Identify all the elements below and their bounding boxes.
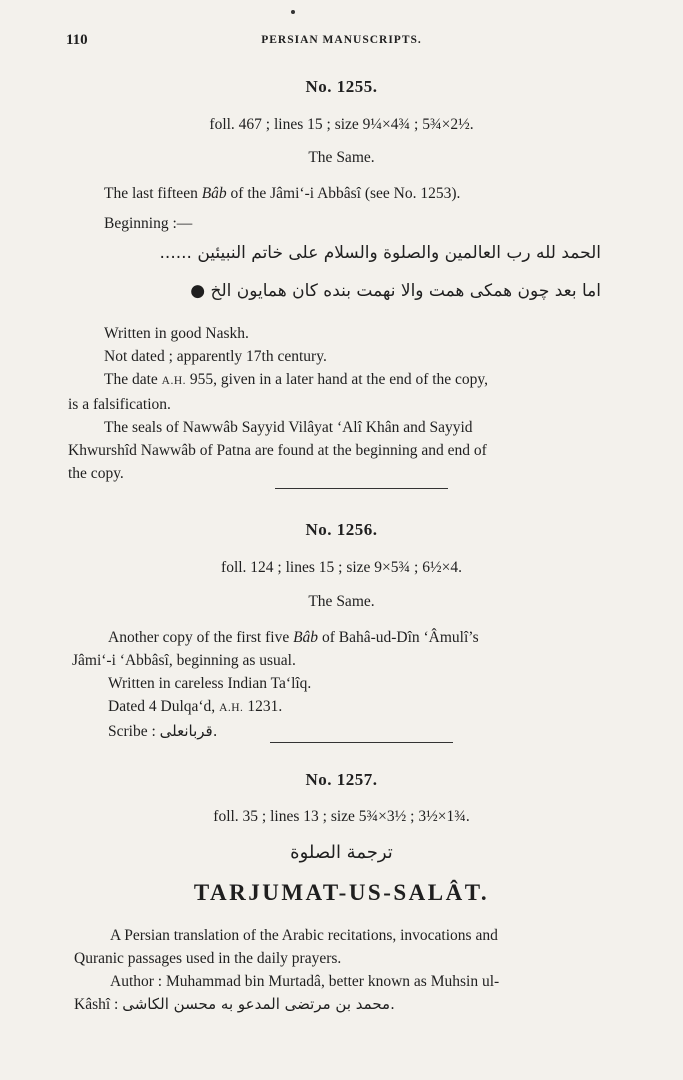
- beginning-label: Beginning :—: [104, 215, 193, 232]
- author-line-1: Author : Muhammad bin Murtadâ, better known as Muhsin ul-: [110, 973, 500, 990]
- work-title: TARJUMAT-US-SALÂT.: [193, 880, 490, 905]
- entry-notes-1257: [74, 924, 650, 1016]
- ink-speck: [291, 10, 295, 14]
- entry-number-1257: No. 1257.: [305, 770, 378, 789]
- script-note: Written in careless Indian Ta‘lîq.: [108, 675, 312, 692]
- description-line-2: Jâmi‘-i ‘Abbâsî, beginning as usual.: [72, 652, 296, 669]
- seals-note-line-3: the copy.: [68, 465, 124, 482]
- entry-notes-1256: [72, 626, 648, 743]
- entry-notes-1255: [68, 322, 644, 485]
- date-note: Not dated ; apparently 17th century.: [104, 348, 327, 365]
- falsification-note-line-2: is a falsification.: [68, 396, 171, 413]
- author-name-arabic: محمد بن مرتضى المدعو به محسن الكاشى.: [122, 995, 395, 1013]
- description-line-2: Quranic passages used in the daily prayers.: [74, 950, 342, 967]
- scribe-name-arabic: قربانعلى.: [159, 722, 218, 740]
- entry-same-1255: The Same.: [308, 149, 375, 166]
- running-head: PERSIAN MANUSCRIPTS.: [261, 34, 422, 46]
- entry-specs-1257: foll. 35 ; lines 13 ; size 5¾×3½ ; 3½×1¾.: [213, 808, 470, 825]
- section-divider: [275, 488, 448, 489]
- seals-note-line-1: The seals of Nawwâb Sayyid Vilâyat ‘Alî Khân and Sayyid: [104, 419, 473, 436]
- entry-number-1256: No. 1256.: [305, 520, 378, 539]
- entry-description-1255: The last fifteen Bâb of the Jâmi‘-i Abbâsî (see No. 1253).: [104, 185, 461, 202]
- page-number: 110: [66, 32, 88, 48]
- entry-same-1256: The Same.: [308, 593, 375, 610]
- scribe-note: Scribe : قربانعلى.: [108, 722, 218, 740]
- arabic-title: ترجمة الصلوة: [290, 842, 393, 863]
- falsification-note-line-1: The date A.H. 955, given in a later hand at the end of the copy,: [104, 371, 489, 388]
- entry-specs-1256: foll. 124 ; lines 15 ; size 9×5¾ ; 6½×4.: [221, 559, 462, 576]
- section-divider: [270, 742, 453, 743]
- seals-note-line-2: Khwurshîd Nawwâb of Patna are found at the beginning and end of: [68, 442, 487, 459]
- entry-specs-1255: foll. 467 ; lines 15 ; size 9¼×4¾ ; 5¾×2½.: [209, 116, 474, 133]
- description-line-1: A Persian translation of the Arabic recitations, invocations and: [110, 927, 498, 944]
- author-line-2: Kâshî : محمد بن مرتضى المدعو به محسن الكاشى.: [74, 995, 395, 1013]
- entry-number-1255: No. 1255.: [305, 77, 378, 96]
- arabic-incipit-line-2: اما بعد چون همكى همت والا نهمت بنده كان همايون الخ ●: [190, 281, 601, 301]
- dated-note: Dated 4 Dulqa‘d, A.H. 1231.: [108, 698, 283, 715]
- arabic-incipit-line-1: الحمد لله رب العالمين والصلوة والسلام على خاتم النبيئين ......: [159, 243, 601, 263]
- description-line-1: Another copy of the first five Bâb of Bahâ-ud-Dîn ‘Âmulî’s: [108, 629, 479, 646]
- script-note: Written in good Naskh.: [104, 325, 249, 342]
